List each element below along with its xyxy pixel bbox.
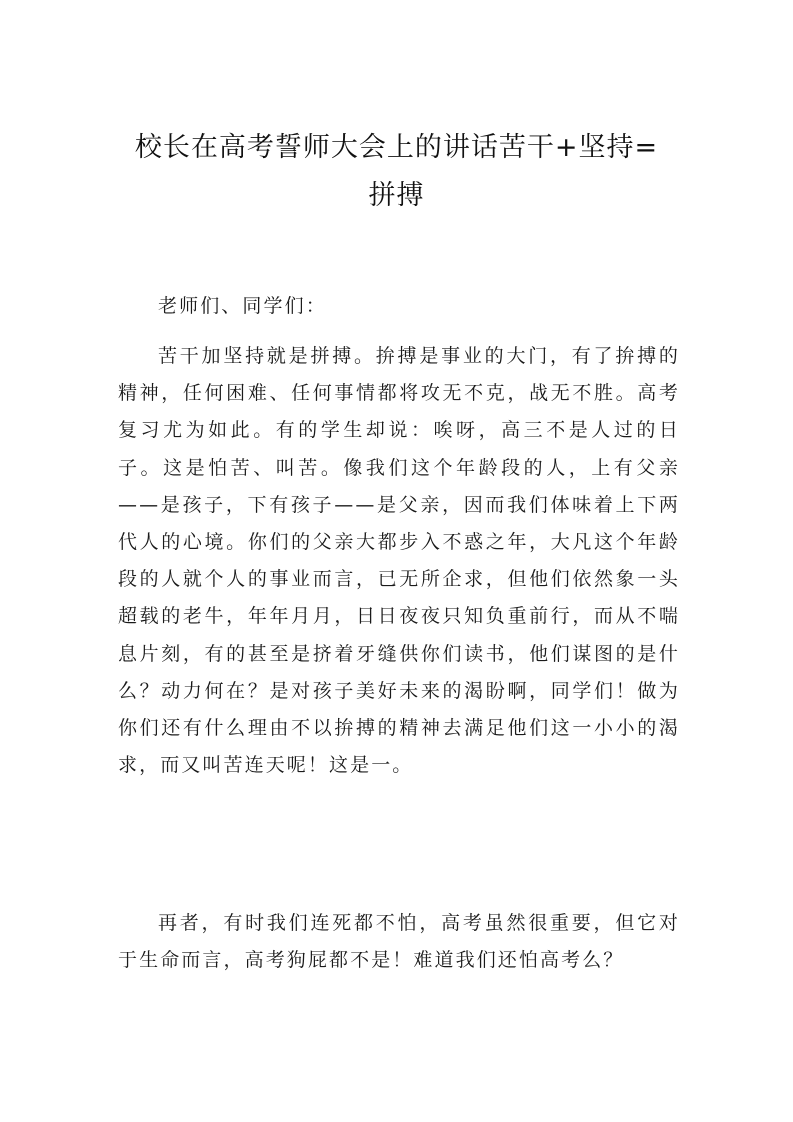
salutation: 老师们、同学们：	[158, 295, 327, 317]
paragraph-2: 再者，有时我们连死都不怕，高考虽然很重要，但它对于生命而言，高考狗屁都不是！难道我们还怕高考么？	[118, 912, 680, 972]
document-title	[100, 124, 693, 220]
title-line-1: 校长在高考誓师大会上的讲话苦干+坚持=	[134, 132, 659, 163]
title-line-2: 拼搏	[368, 180, 425, 211]
paragraph-1: 苦干加坚持就是拼搏。拚搏是事业的大门，有了拚搏的精神，任何困难、任何事情都将攻无不克，战无不胜。高考复习尤为如此。有的学生却说：唉呀，高三不是人过的日子。这是怕苦、叫苦。像我们这个年龄段的人，上有父亲——是孩子，下有孩子——是父亲，因而我们体味着上下两代人的心境。你们的父亲大都步入不惑之年，大凡这个年龄段的人就个人的事业而言，已无所企求，但他们依然象一头超载的老牛，年年月月，日日夜夜只知负重前行，而从不喘息片刻，有的甚至是挤着牙缝供你们读书，他们谋图的是什么？动力何在？是对孩子美好未来的渴盼啊，同学们！做为你们还有什么理由不以拚搏的精神去满足他们这一小小的渴求，而又叫苦连天呢！这是一。	[118, 345, 680, 777]
